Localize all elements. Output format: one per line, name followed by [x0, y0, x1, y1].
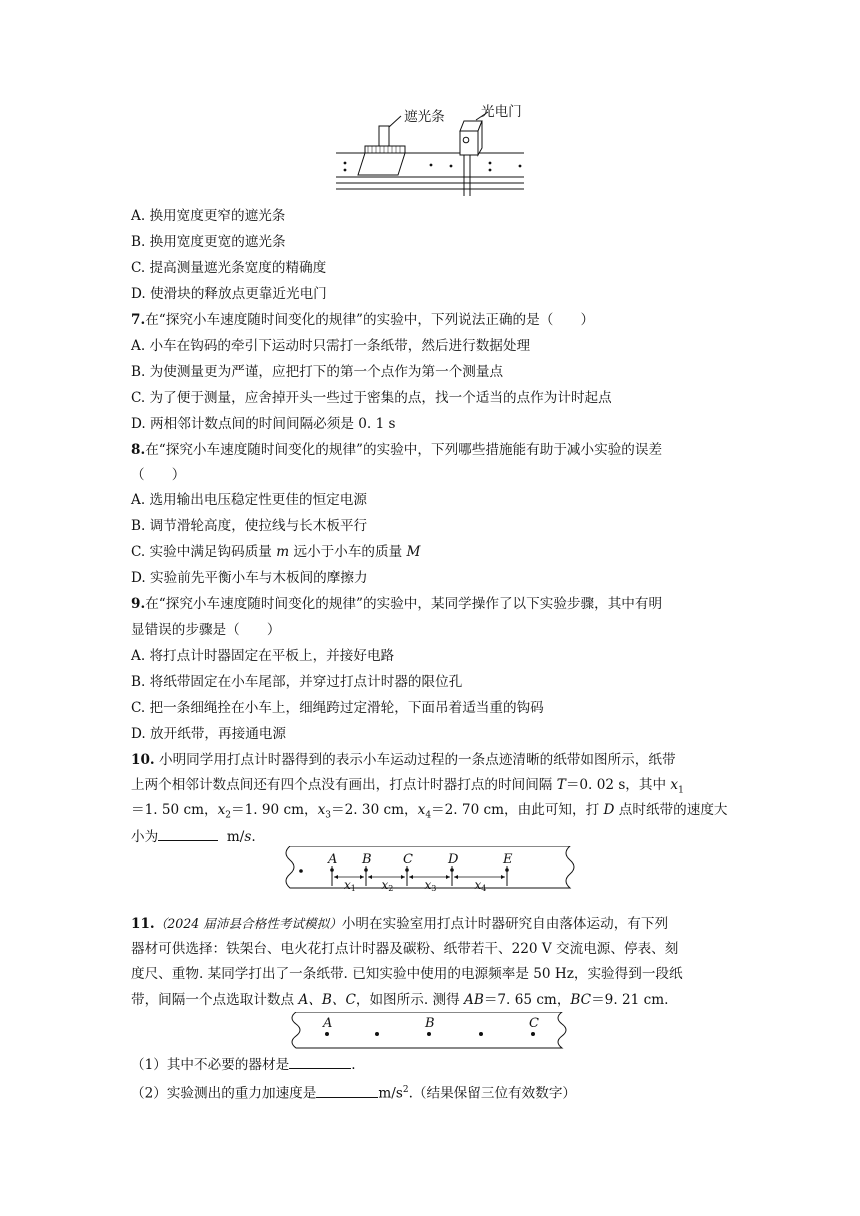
q10-answer-blank[interactable]	[158, 826, 218, 841]
q7-option-d: D. 两相邻计数点间的时间间隔必须是 0. 1 s	[131, 416, 396, 432]
q10-line-1: 10. 小明同学用打点计时器得到的表示小车运动过程的一条点迹清晰的纸带如图所示，纸带	[131, 752, 676, 768]
tape-point-label-b: B	[362, 852, 372, 867]
q11-line-2: 器材可供选择：铁架台、电火花打点计时器及碳粉、纸带若干、220 V 交流电源、停表、刻	[131, 941, 679, 957]
q11-sub1: （1）其中不必要的器材是 .	[131, 1054, 356, 1075]
q8-option-b: B. 调节滑轮高度，使拉线与长木板平行	[131, 518, 368, 534]
tape-point-label-a: A	[323, 1016, 333, 1031]
q7-number: 7.	[131, 312, 146, 328]
q11-source: （2024 届沛县合格性考试模拟）	[154, 916, 342, 931]
tape-point-label-d: D	[448, 852, 459, 867]
q9-stem: 9.在“探究小车速度随时间变化的规律”的实验中，某同学操作了以下实验步骤，其中有明	[131, 596, 663, 612]
q6-option-b: B. 换用宽度更宽的遮光条	[131, 234, 286, 250]
q10-tape-figure	[0, 846, 860, 906]
q11-sub2-blank[interactable]	[316, 1083, 378, 1098]
strip-label: 遮光条	[404, 109, 445, 125]
q10-number: 10.	[131, 752, 155, 768]
q11-line-3: 度尺、重物. 某同学打出了一条纸带. 已知实验中使用的电源频率是 50 Hz，实验得到一段纸	[131, 966, 683, 982]
photogate-label: 光电门	[481, 104, 522, 120]
q9-number: 9.	[131, 596, 146, 612]
tape-start-dot	[299, 869, 303, 873]
q7-option-a: A. 小车在钩码的牵引下运动时只需打一条纸带，然后进行数据处理	[131, 338, 531, 354]
tape-point-label-c: C	[529, 1016, 539, 1031]
q9-stem-cont: 显错误的步骤是（ ）	[131, 622, 281, 638]
tape-point-dot	[427, 1032, 431, 1036]
q8-option-d: D. 实验前先平衡小车与木板间的摩擦力	[131, 570, 368, 586]
q6-option-d: D. 使滑块的释放点更靠近光电门	[131, 286, 327, 302]
q8-option-a: A. 选用输出电压稳定性更佳的恒定电源	[131, 492, 367, 508]
q11-number: 11.	[131, 916, 155, 932]
q11-line-4: 带，间隔一个点选取计数点 A、B、C，如图所示. 测得 AB＝7. 65 cm，BC＝9. 21 cm.	[131, 992, 669, 1008]
q10-line-2: 上两个相邻计数点间还有四个点没有画出，打点计时器打点的时间间隔 T＝0. 02 s，其中 $x_1$	[131, 777, 684, 796]
q11-line-1: 11.（2024 届沛县合格性考试模拟）小明在实验室用打点计时器研究自由落体运动，有下列	[131, 916, 669, 932]
tape-point-label-b: B	[425, 1016, 435, 1031]
q9-option-b: B. 将纸带固定在小车尾部，并穿过打点计时器的限位孔	[131, 674, 463, 690]
q7-option-b: B. 为使测量更为严谨，应把打下的第一个点作为第一个测量点	[131, 364, 504, 380]
q11-sub2: （2）实验测出的重力加速度是 $m/s^2$.（结果保留三位有效数字）	[131, 1080, 576, 1104]
tape-interval-label: x2	[381, 878, 394, 893]
q7-option-c: C. 为了便于测量，应舍掉开头一些过于密集的点，找一个适当的点作为计时起点	[131, 390, 612, 406]
q8-stem: 8.在“探究小车速度随时间变化的规律”的实验中，下列哪些措施能有助于减小实验的误差	[131, 442, 663, 458]
q6-option-a: A. 换用宽度更窄的遮光条	[131, 208, 286, 224]
q8-stem-paren: （ ）	[131, 467, 186, 483]
tape-point-label-c: C	[403, 852, 413, 867]
tape-point-dot	[531, 1032, 535, 1036]
tape-interval-label: x1	[344, 878, 356, 893]
q10-line-4: 小为 m/s.	[131, 826, 256, 847]
q9-option-d: D. 放开纸带，再接通电源	[131, 726, 286, 742]
tape-point-label-e: E	[503, 852, 513, 867]
q8-number: 8.	[131, 442, 146, 458]
q11-sub1-blank[interactable]	[289, 1054, 351, 1069]
tape-dot-between-2	[479, 1032, 483, 1036]
q10-line-3: ＝1. 50 cm，$x_2=1$. 90 cm，$x_3=2$. 30 cm，$x_4=2$. 70 cm，由此可知，打 D 点时纸带的速度大	[131, 802, 728, 821]
tape-point-dot	[325, 1032, 329, 1036]
tape-interval-label: x4	[474, 878, 487, 893]
q8-option-c: C. 实验中满足钩码质量 m 远小于小车的质量 M	[131, 544, 421, 560]
q6-option-c: C. 提高测量遮光条宽度的精确度	[131, 260, 327, 276]
q7-stem: 7.在“探究小车速度随时间变化的规律”的实验中，下列说法正确的是（ ）	[131, 312, 595, 328]
tape-interval-label: x3	[424, 878, 437, 893]
tape-dot-between-1	[375, 1032, 379, 1036]
photogate-figure	[0, 0, 860, 205]
q11-tape-figure	[0, 1012, 860, 1052]
q9-option-a: A. 将打点计时器固定在平板上，并接好电路	[131, 648, 395, 664]
tape-point-label-a: A	[328, 852, 338, 867]
q9-option-c: C. 把一条细绳拴在小车上，细绳跨过定滑轮，下面吊着适当重的钩码	[131, 700, 544, 716]
